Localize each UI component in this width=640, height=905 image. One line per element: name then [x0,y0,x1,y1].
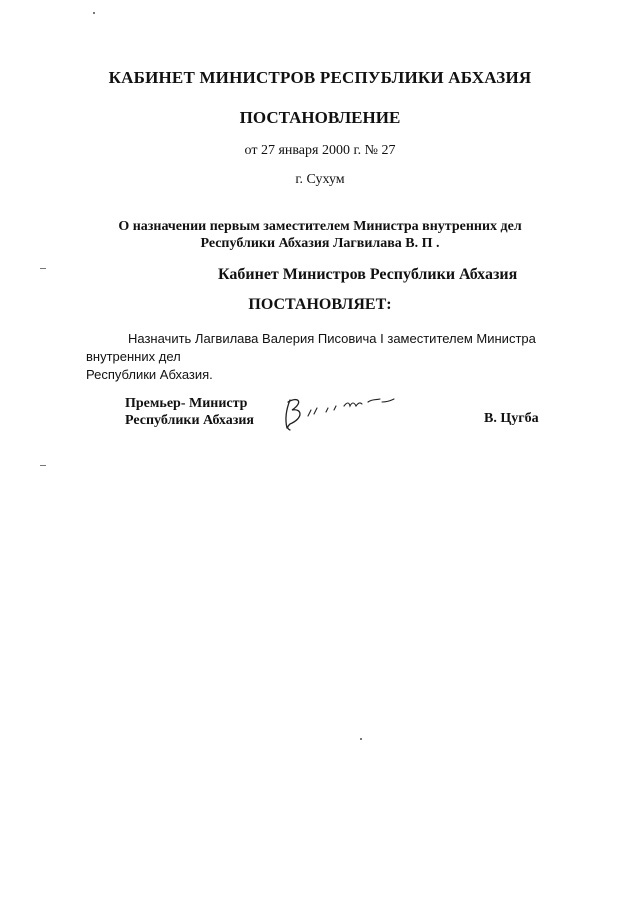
subject-line: О назначении первым заместителем Министра внутренних дел [118,219,522,234]
scan-speck [360,738,362,740]
document-type-heading: ПОСТАНОВЛЕНИЕ [239,108,401,127]
signatory-name: В. Цугба [484,411,539,426]
signatory-title-line: Премьер- Министр [125,396,248,411]
scan-speck [40,268,46,269]
resolution-paragraph [86,330,598,384]
scan-speck [93,12,95,14]
city-line: г. Сухум [295,172,345,187]
scan-speck [40,465,46,466]
handwritten-signature [278,386,408,432]
paragraph-line: Республики Абхазия. [86,367,213,382]
issuing-body: Кабинет Министров Республики Абхазия [218,266,518,283]
date-number-line: от 27 января 2000 г. № 27 [244,143,396,158]
subject-line: Республики Абхазия Лагвилава В. П . [200,236,440,251]
signatory-title-line: Республики Абхазия [125,413,255,428]
organization-heading: КАБИНЕТ МИНИСТРОВ РЕСПУБЛИКИ АБХАЗИЯ [108,68,532,87]
subject-block [0,218,640,252]
resolves-heading: ПОСТАНОВЛЯЕТ: [248,296,392,313]
signatory-title [125,395,254,429]
paragraph-line: Назначить Лагвилава Валерия Писовича I заместителем Министра внутренних дел [86,331,536,364]
